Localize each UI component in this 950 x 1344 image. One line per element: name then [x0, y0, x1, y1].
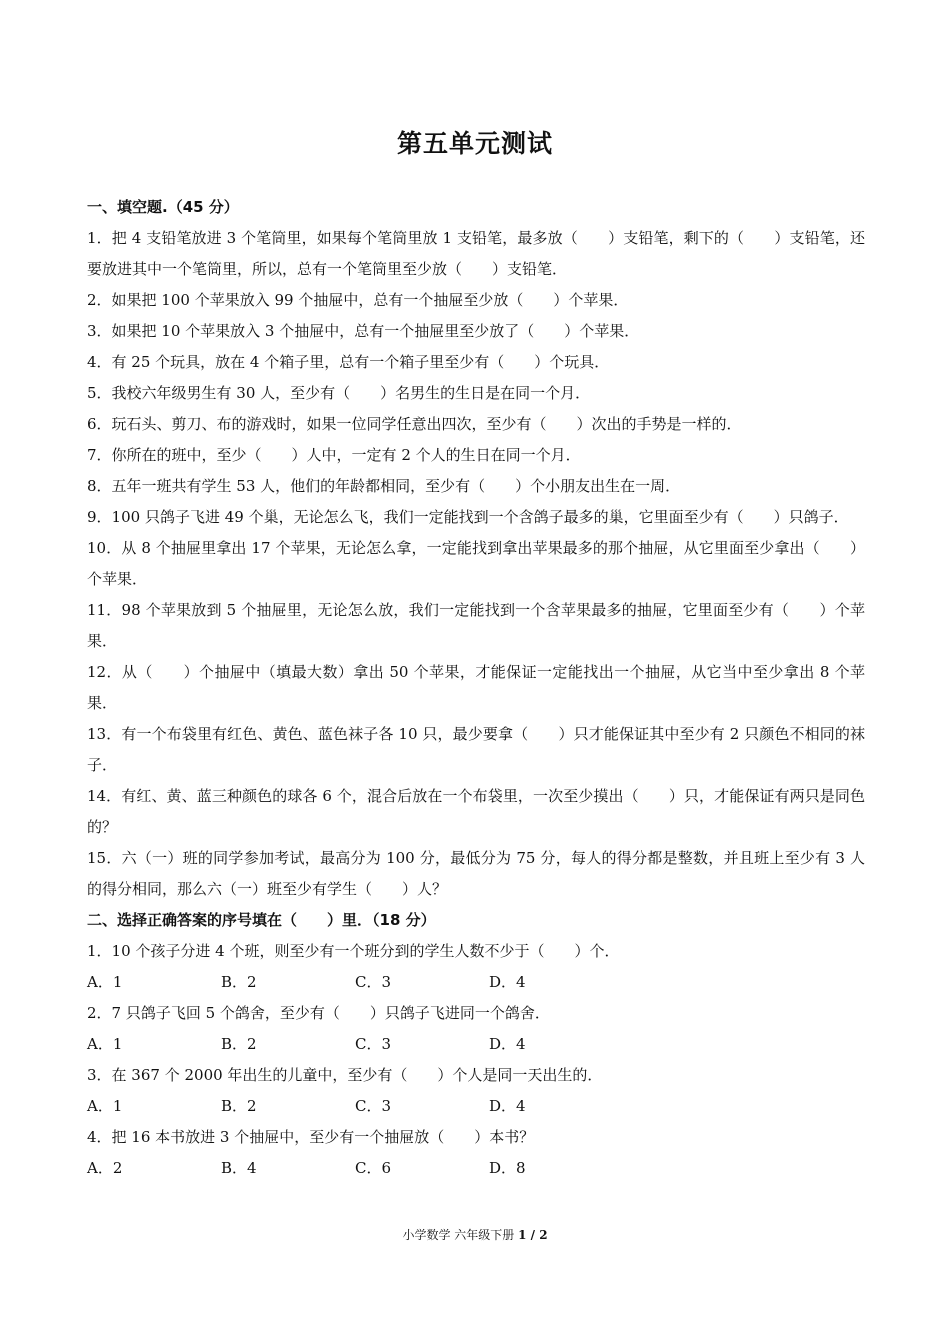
question-item: 14．有红、黄、蓝三种颜色的球各 6 个，混合后放在一个布袋里，一次至少摸出（ ）只，才能保证有两只是同色的？	[87, 787, 865, 836]
question-text: 4．把 16 本书放进 3 个抽屉中，至少有一个抽屉放（ ）本书？	[87, 1128, 535, 1146]
document-body	[87, 192, 865, 1184]
choice-question	[87, 1122, 865, 1184]
option-a: A．1	[87, 1097, 123, 1115]
question-item: 12．从（ ）个抽屉中（填最大数）拿出 50 个苹果，才能保证一定能找出一个抽屉，从它当中至少拿出 8 个苹果．	[87, 663, 865, 712]
question-item: 10．从 8 个抽屉里拿出 17 个苹果，无论怎么拿，一定能找到拿出苹果最多的那个抽屉，从它里面至少拿出（ ）个苹果．	[87, 539, 865, 588]
option-c: C．3	[355, 1035, 392, 1053]
section-heading-multiple-choice: 二、选择正确答案的序号填在（ ）里．（18 分）	[87, 911, 436, 929]
question-item: 11．98 个苹果放到 5 个抽屉里，无论怎么放，我们一定能找到一个含苹果最多的抽屉，它里面至少有（ ）个苹果．	[87, 601, 865, 650]
option-b: B．4	[221, 1159, 257, 1177]
question-text: 1．10 个孩子分进 4 个班，则至少有一个班分到的学生人数不少于（ ）个．	[87, 942, 620, 960]
page-title: 第五单元测试	[396, 129, 553, 158]
answer-options	[87, 967, 865, 998]
option-a: A．2	[87, 1159, 123, 1177]
question-text: 3．在 367 个 2000 年出生的儿童中，至少有（ ）个人是同一天出生的．	[87, 1066, 603, 1084]
option-b: B．2	[221, 1097, 257, 1115]
question-text: 2．7 只鸽子飞回 5 个鸽舍，至少有（ ）只鸽子飞进同一个鸽舍．	[87, 1004, 550, 1022]
question-item: 6．玩石头、剪刀、布的游戏时，如果一位同学任意出四次，至少有（ ）次出的手势是一样的．	[87, 415, 742, 433]
option-d: D．8	[489, 1159, 526, 1177]
question-item: 15．六（一）班的同学参加考试，最高分为 100 分，最低分为 75 分，每人的得分都是整数，并且班上至少有 3 人的得分相同，那么六（一）班至少有学生（ ）人？	[87, 849, 865, 898]
option-b: B．2	[221, 1035, 257, 1053]
multiple-choice-question-list	[87, 936, 865, 1184]
section-heading-fill-in: 一、填空题.（45 分）	[87, 198, 239, 216]
option-b: B．2	[221, 973, 257, 991]
question-item: 2．如果把 100 个苹果放入 99 个抽屉中，总有一个抽屉至少放（ ）个苹果．	[87, 291, 629, 309]
answer-options	[87, 1029, 865, 1060]
question-item: 8．五年一班共有学生 53 人，他们的年龄都相同，至少有（ ）个小朋友出生在一周．	[87, 477, 681, 495]
page-number: 1 / 2	[518, 1228, 548, 1242]
question-item: 9．100 只鸽子飞进 49 个巢，无论怎么飞，我们一定能找到一个含鸽子最多的巢，它里面至少有（ ）只鸽子．	[87, 508, 849, 526]
answer-options	[87, 1153, 865, 1184]
option-c: C．3	[355, 1097, 392, 1115]
option-a: A．1	[87, 973, 123, 991]
page-footer	[0, 1226, 950, 1243]
question-item: 13．有一个布袋里有红色、黄色、蓝色袜子各 10 只，最少要拿（ ）只才能保证其中至少有 2 只颜色不相同的袜子．	[87, 725, 865, 774]
choice-question	[87, 1060, 865, 1122]
option-d: D．4	[489, 1097, 526, 1115]
option-d: D．4	[489, 973, 526, 991]
question-item: 7．你所在的班中，至少（ ）人中，一定有 2 个人的生日在同一个月．	[87, 446, 581, 464]
question-item: 5．我校六年级男生有 30 人，至少有（ ）名男生的生日是在同一个月．	[87, 384, 591, 402]
choice-question	[87, 998, 865, 1060]
answer-options	[87, 1091, 865, 1122]
option-a: A．1	[87, 1035, 123, 1053]
footer-label: 小学数学 六年级下册	[402, 1228, 515, 1242]
question-item: 4．有 25 个玩具，放在 4 个箱子里，总有一个箱子里至少有（ ）个玩具．	[87, 353, 610, 371]
question-item: 3．如果把 10 个苹果放入 3 个抽屉中，总有一个抽屉里至少放了（ ）个苹果．	[87, 322, 640, 340]
option-c: C．3	[355, 973, 392, 991]
option-d: D．4	[489, 1035, 526, 1053]
fill-in-question-list	[87, 223, 865, 905]
option-c: C．6	[355, 1159, 392, 1177]
question-item: 1．把 4 支铅笔放进 3 个笔筒里，如果每个笔筒里放 1 支铅笔，最多放（ ）支铅笔，剩下的（ ）支铅笔，还要放进其中一个笔筒里，所以，总有一个笔筒里至少放（ ）支铅笔．	[87, 229, 865, 278]
choice-question	[87, 936, 865, 998]
